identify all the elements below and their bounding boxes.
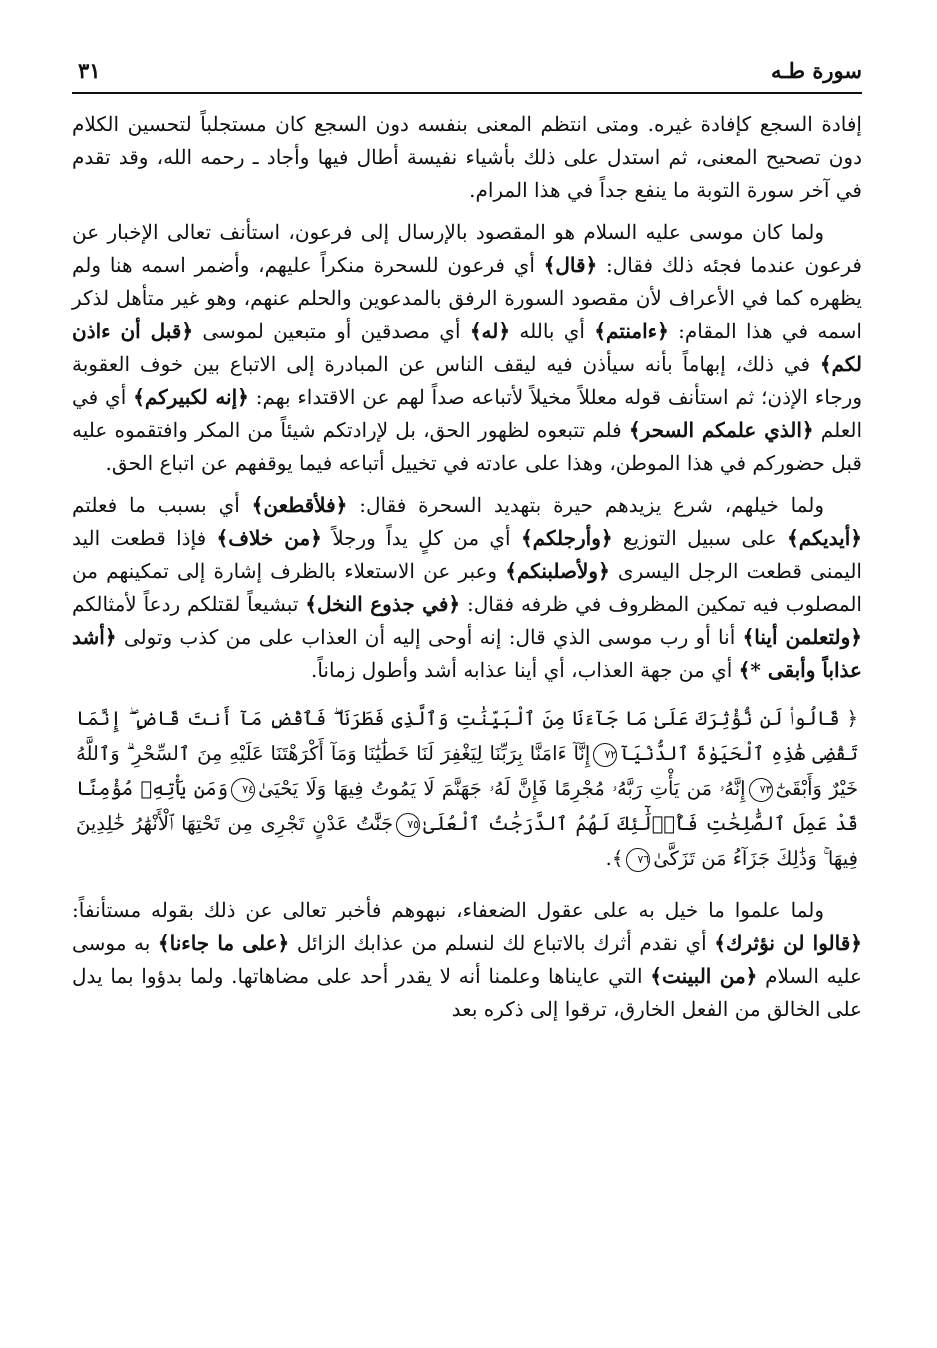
paragraph-text: فإذا قطعت اليد اليمنى قطعت الرجل اليسرى bbox=[72, 526, 862, 583]
quran-quote: ﴿له﴾ bbox=[469, 319, 511, 343]
page-header bbox=[72, 50, 862, 94]
verse-74: إِنَّهُۥ مَن يَأْتِ رَبَّهُۥ مُجْرِمًا فَإِنَّ لَهُۥ جَهَنَّمَ لَا يَمُوتُ فِيهَا وَلَا يَحْيَىٰ bbox=[258, 777, 746, 800]
ornate-bracket-open: ﴿ bbox=[846, 707, 859, 730]
quran-quote: ﴿الذي علمكم السحر﴾ bbox=[628, 418, 814, 442]
quran-quote: ﴿ءامنتم﴾ bbox=[594, 319, 669, 343]
ornate-bracket-close: ﴾. bbox=[605, 847, 624, 870]
quran-quote: ﴿من البينت﴾ bbox=[650, 964, 758, 988]
verse-72: قَالُوا۟ لَن نُّؤْثِرَكَ عَلَىٰ مَا جَآءَنَا مِنَ ٱلْبَيِّنَٰتِ وَٱلَّذِى فَطَرَنَا ۖ فَٱقْضِ مَآ أَنتَ قَاضٍ ۖ إِنَّمَا تَقْضِى هَٰذِهِ ٱلْحَيَوٰةَ ٱلدُّنْيَآ bbox=[76, 707, 858, 765]
paragraph-text: فلم تتبعوه لظهور الحق، بل لإرادتكم شيئاً من المكر وافتقموه عليه قبل حضوركم في هذا الموطن، وهذا على عادته في تخييل أتباعه فيما يوقفهم عن اتباع الحق. bbox=[72, 418, 862, 475]
paragraph-text: أي بالله bbox=[510, 319, 595, 343]
surah-title: سورة طـه bbox=[770, 58, 862, 83]
paragraph-text: أي مصدقين أو متبعين لموسى bbox=[193, 319, 470, 343]
quran-quote: ﴿قبل أن ءاذن لكم﴾ bbox=[72, 319, 862, 376]
quran-quote: ﴿ولأصلبنكم﴾ bbox=[505, 559, 610, 583]
book-page bbox=[72, 50, 862, 1035]
quran-quote: ﴿وأرجلكم﴾ bbox=[520, 526, 613, 550]
paragraph-1 bbox=[72, 108, 862, 207]
quran-quote: ﴿أيديكم﴾ bbox=[787, 526, 862, 550]
paragraph-2 bbox=[72, 216, 862, 480]
quran-verses-block bbox=[72, 701, 862, 876]
quran-quote: ﴿قالوا لن نؤثرك﴾ bbox=[714, 931, 862, 955]
paragraph-text: أي من جهة العذاب، أي أينا عذابه أشد وأطول زماناً. bbox=[310, 658, 739, 682]
verse-number-marker: ٧٥ bbox=[396, 813, 420, 837]
quran-quote: ﴿أشد عذاباً وأبقى *﴾ bbox=[72, 625, 862, 682]
paragraph-text: تبشيعاً لقتلكم ردعاً لأمثالكم bbox=[72, 592, 306, 616]
paragraph-text: أي في العلم bbox=[72, 385, 863, 442]
paragraph-text: أنا أو رب موسى الذي قال: إنه أوحى إليه أن العذاب على من كذب وتولى bbox=[116, 625, 743, 649]
quran-quote: ﴿في جذوع النخل﴾ bbox=[305, 592, 461, 616]
verse-number-marker: ٧٣ bbox=[749, 778, 773, 802]
paragraph-text: في ذلك، إبهاماً بأنه سيأذن فيه ليقف الناس عن المبادرة إلى الاتباع بين خوف العقوبة ورجاء الإذن؛ ثم استأنف قوله معللاً مخيلاً لأتباعه صداً لهم عن الاقتداء بهم: bbox=[72, 352, 862, 409]
verse-number-marker: ٧٤ bbox=[231, 778, 255, 802]
page-number: ٣١ bbox=[78, 58, 101, 83]
verse-number-marker: ٧٢ bbox=[593, 743, 617, 767]
quran-quote: ﴿من خلاف﴾ bbox=[216, 526, 322, 550]
paragraph-text: أي من كلٍ يداً ورجلاً bbox=[321, 526, 521, 550]
quran-quote: ﴿فلأقطعن﴾ bbox=[251, 493, 348, 517]
quran-quote: ﴿ولتعلمن أينا﴾ bbox=[742, 625, 863, 649]
paragraph-text: إفادة السجع كإفادة غيره. ومتى انتظم المعنى بنفسه دون السجع كان مستجلباً لتحسين الكلام دون تصحيح المعنى، ثم استدل على ذلك بأشياء نفيسة أطال فيها وأجاد ـ رحمه الله، وقد تقدم في آخر سورة التوبة ما ينفع جداً في هذا المرام. bbox=[72, 112, 862, 202]
paragraph-text: ولما علموا ما خيل به على عقول الضعفاء، نبهوهم فأخبر تعالى عن ذلك بقوله مستأنفاً: bbox=[72, 898, 825, 922]
paragraph-text: أي فرعون للسحرة منكراً عليهم، وأضمر اسمه هنا ولم يظهره كما في الأعراف لأن مقصود السورة الرفق بالمدعوين والحلم عنهم، وهو غير متأهل لذكر اسمه في هذا المقام: bbox=[72, 253, 862, 343]
quran-quote: ﴿قال﴾ bbox=[543, 253, 598, 277]
verse-73: إِنَّآ ءَامَنَّا بِرَبِّنَا لِيَغْفِرَ لَنَا خَطَٰيَٰنَا وَمَآ أَكْرَهْتَنَا عَلَيْهِ مِنَ ٱلسِّحْرِ ۗ وَٱللَّهُ خَيْرٌ وَأَبْقَىٰٓ bbox=[76, 742, 858, 800]
quran-quote: ﴿على ما جاءنا﴾ bbox=[157, 931, 290, 955]
paragraph-text: ولما خيلهم، شرع يزيدهم حيرة بتهديد السحرة فقال: bbox=[347, 493, 824, 517]
paragraph-text: أي نقدم أثرك بالاتباع لك لنسلم من عذابك الزائل bbox=[289, 931, 715, 955]
paragraph-text: وعبر عن الاستعلاء بالظرف إشارة إلى تمكينهم من المصلوب فيه تمكين المظروف في ظرفه فقال: bbox=[72, 559, 862, 616]
verse-76: جَنَّٰتُ عَدْنٍ تَجْرِى مِن تَحْتِهَا ٱلْأَنْهَٰرُ خَٰلِدِينَ فِيهَا ۚ وَذَٰلِكَ جَزَآءُ مَن تَزَكَّىٰ bbox=[76, 812, 858, 870]
paragraph-text: ولما كان موسى عليه السلام هو المقصود بالإرسال إلى فرعون، استأنف تعالى الإخبار عن فرعون عندما فجئه ذلك فقال: bbox=[72, 220, 862, 277]
paragraph-text: التي عايناها وعلمنا أنه لا يقدر أحد على مضاهاتها. ولما بدؤوا بما يدل على الخالق من الفعل الخارق، ترقوا إلى ذكره بعد bbox=[72, 964, 862, 1021]
verse-number-marker: ٧٦ bbox=[626, 848, 650, 872]
paragraph-text: أي بسبب ما فعلتم bbox=[72, 493, 252, 517]
paragraph-3 bbox=[72, 489, 862, 687]
paragraph-text: به موسى عليه السلام bbox=[72, 931, 862, 988]
paragraph-text: على سبيل التوزيع bbox=[612, 526, 788, 550]
verse-75: وَمَن يَأْتِهِۦ مُؤْمِنًا قَدْ عَمِلَ ٱلصَّٰلِحَٰتِ فَأُو۟لَٰٓئِكَ لَهُمُ ٱلدَّرَجَٰتُ ٱلْعُلَىٰ bbox=[76, 777, 858, 835]
quran-quote: ﴿إنه لكبيركم﴾ bbox=[133, 385, 249, 409]
paragraph-4 bbox=[72, 894, 862, 1026]
